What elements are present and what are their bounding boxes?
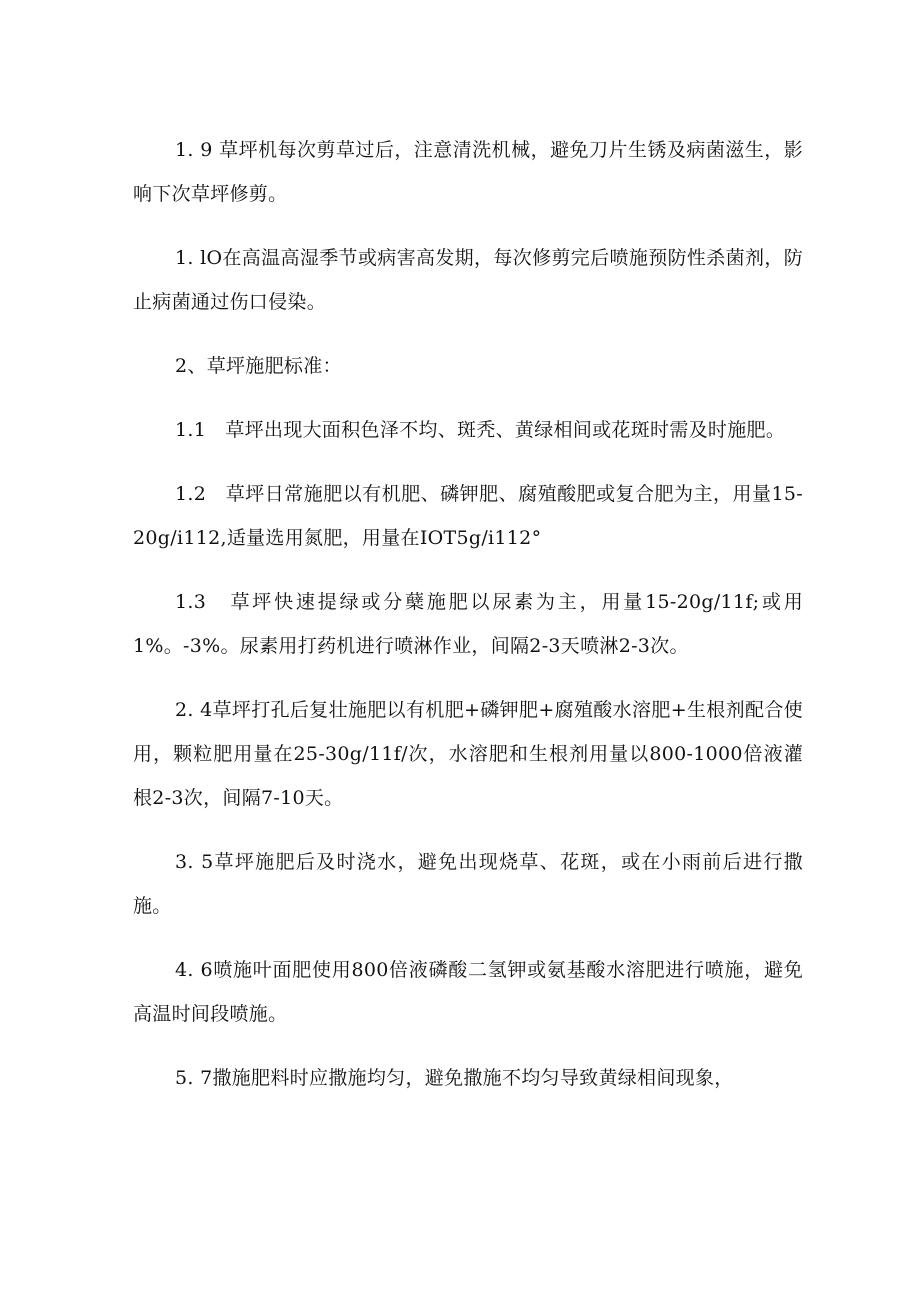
section-heading-fertilization: 2、草坪施肥标准： bbox=[175, 355, 342, 377]
document-body bbox=[133, 128, 803, 1120]
paragraph-3-5-watering: 3. 5草坪施肥后及时浇水，避免出现烧草、花斑，或在小雨前后进行撒施。 bbox=[133, 851, 803, 917]
paragraph-1-1-fertilize-timing: 1.1 草坪出现大面积色泽不均、斑秃、黄绿相间或花斑时需及时施肥。 bbox=[175, 419, 786, 441]
paragraph-5-7-even-spreading: 5. 7撒施肥料时应撒施均匀，避免撒施不均匀导致黄绿相间现象， bbox=[175, 1067, 734, 1089]
paragraph-1-3-urea: 1.3 草坪快速提绿或分蘖施肥以尿素为主，用量15-20g∕11f;或用1%。-3%。尿素用打药机进行喷淋作业，间隔2-3天喷淋2-3次。 bbox=[133, 591, 803, 657]
paragraph-1-2-daily-fertilizer: 1.2 草坪日常施肥以有机肥、磷钾肥、腐殖酸肥或复合肥为主，用量15-20g∕i112,适量选用氮肥，用量在IOT5g∕i112° bbox=[133, 483, 803, 549]
paragraph-1-9-mower-cleaning: 1. 9 草坪机每次剪草过后，注意清洗机械，避免刀片生锈及病菌滋生，影响下次草坪修剪。 bbox=[133, 139, 803, 205]
paragraph-2-4-aeration-fertilizer: 2. 4草坪打孔后复壮施肥以有机肥+磷钾肥+腐殖酸水溶肥+生根剂配合使用，颗粒肥用量在25-30g∕11f∕次，水溶肥和生根剂用量以800-1000倍液灌根2-3次，间隔7-10天。 bbox=[133, 699, 803, 809]
paragraph-1-10-fungicide: 1. lO在高温高湿季节或病害高发期，每次修剪完后喷施预防性杀菌剂，防止病菌通过伤口侵染。 bbox=[133, 247, 803, 313]
paragraph-4-6-foliar-spray: 4. 6喷施叶面肥使用800倍液磷酸二氢钾或氨基酸水溶肥进行喷施，避免高温时间段喷施。 bbox=[133, 959, 803, 1025]
